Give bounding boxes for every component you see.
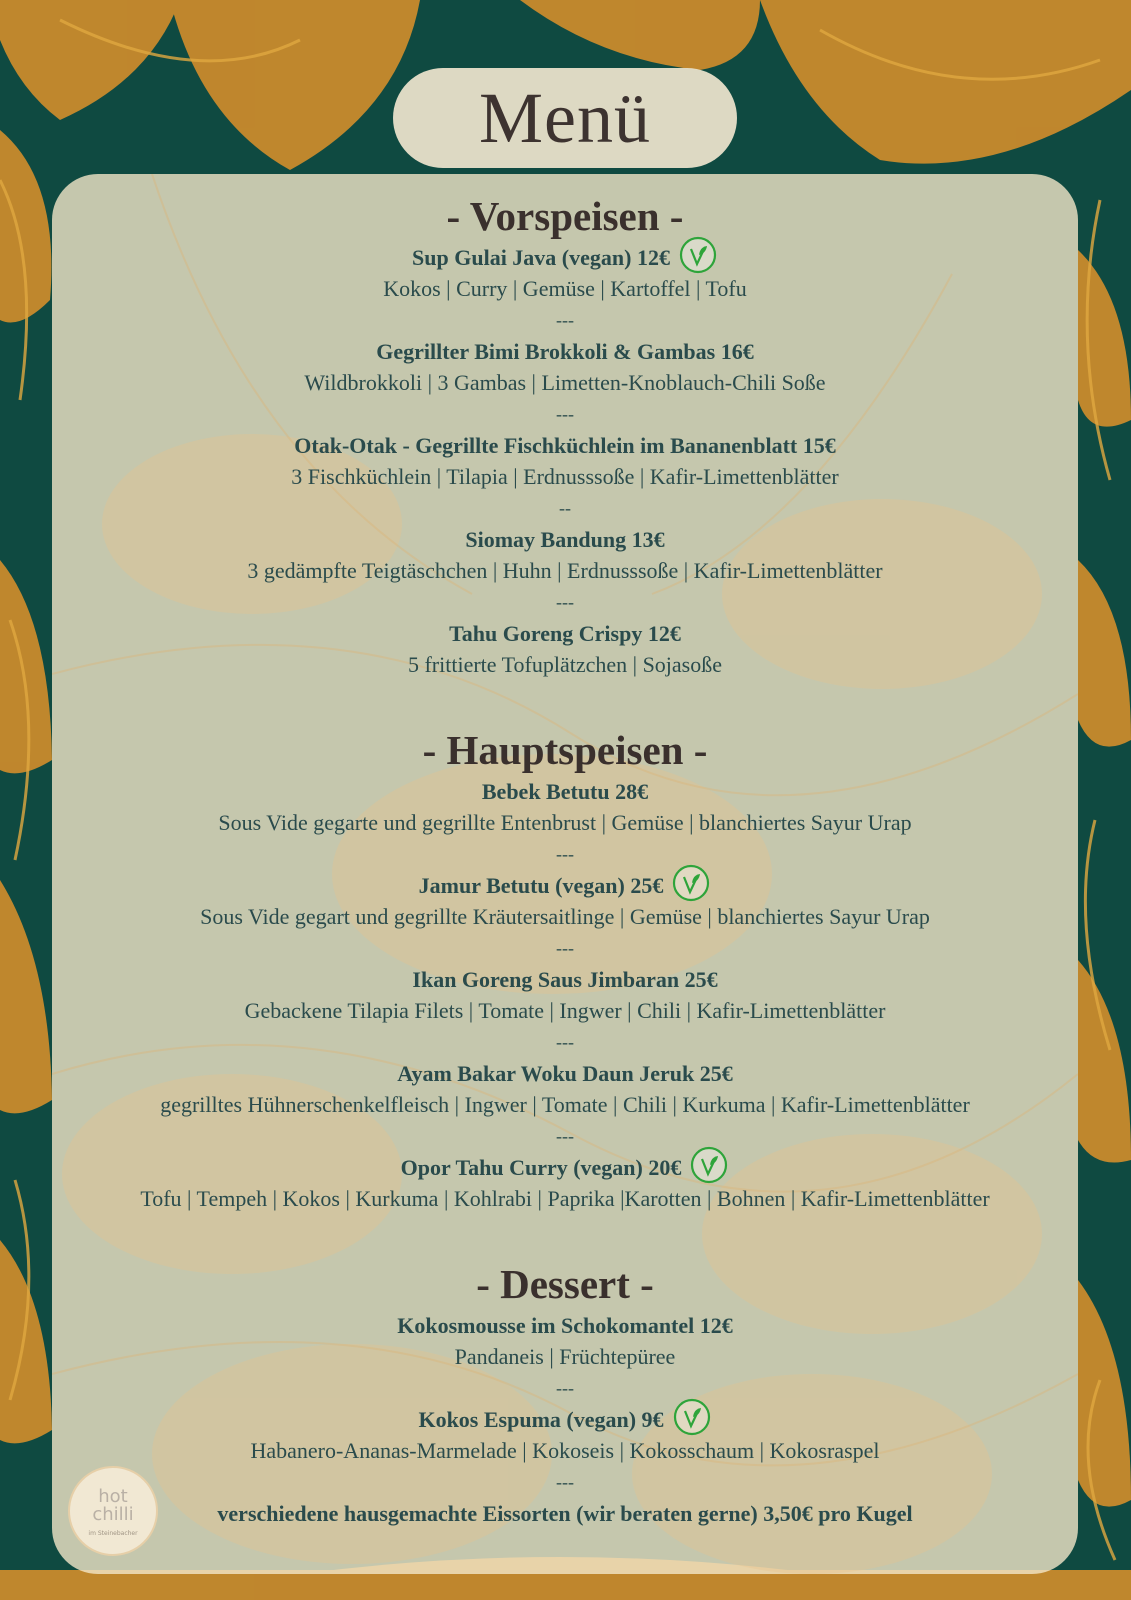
- separator: --: [559, 498, 571, 518]
- item-description: Habanero-Ananas-Marmelade | Kokoseis | Kokosschaum | Kokosraspel: [250, 1438, 880, 1463]
- menu-title: Menü: [479, 77, 651, 158]
- vegan-leaf-icon: [689, 1145, 729, 1185]
- item-name: Ayam Bakar Woku Daun Jeruk 25€: [397, 1061, 733, 1086]
- item-name: Otak-Otak - Gegrillte Fischküchlein im Bananenblatt 15€: [294, 433, 836, 458]
- vegan-leaf-icon: [671, 863, 711, 903]
- separator: ---: [556, 1472, 574, 1492]
- separator: ---: [556, 938, 574, 958]
- separator: ---: [556, 1126, 574, 1146]
- item-name: Gegrillter Bimi Brokkoli & Gambas 16€: [376, 339, 754, 364]
- item-name: Sup Gulai Java (vegan) 12€: [52, 242, 1078, 273]
- item-description: Wildbrokkoli | 3 Gambas | Limetten-Knoblauch-Chili Soße: [304, 370, 826, 395]
- menu-panel: [52, 174, 1078, 1574]
- hot-chilli-logo: [68, 1466, 158, 1556]
- item-name: Kokosmousse im Schokomantel 12€: [397, 1313, 733, 1338]
- item-name: Bebek Betutu 28€: [481, 779, 649, 804]
- item-name: Opor Tahu Curry (vegan) 20€: [52, 1152, 1078, 1183]
- item-description: gegrilltes Hühnerschenkelfleisch | Ingwer | Tomate | Chili | Kurkuma | Kafir-Limettenblätter: [160, 1092, 970, 1117]
- item-description: 3 gedämpfte Teigtäschchen | Huhn | Erdnusssoße | Kafir-Limettenblätter: [247, 558, 883, 583]
- item-name: Tahu Goreng Crispy 12€: [449, 621, 681, 646]
- item-description: Pandaneis | Früchtepüree: [454, 1344, 676, 1369]
- section-dessert: [52, 1258, 1078, 1529]
- item-description: Kokos | Curry | Gemüse | Kartoffel | Tofu: [383, 276, 747, 301]
- separator: ---: [556, 404, 574, 424]
- item-name: Jamur Betutu (vegan) 25€: [52, 870, 1078, 901]
- separator: ---: [556, 844, 574, 864]
- vegan-leaf-icon: [678, 235, 718, 275]
- separator: ---: [556, 1032, 574, 1052]
- item-name: Kokos Espuma (vegan) 9€: [52, 1404, 1078, 1435]
- item-description: Sous Vide gegart und gegrillte Kräutersaitlinge | Gemüse | blanchiertes Sayur Urap: [200, 904, 930, 929]
- item-name: Ikan Goreng Saus Jimbaran 25€: [412, 967, 718, 992]
- separator: ---: [556, 1378, 574, 1398]
- separator: ---: [556, 310, 574, 330]
- section-vorspeisen: [52, 190, 1078, 680]
- logo-line-3: im Steinebacher: [88, 1530, 138, 1537]
- item-description: Gebackene Tilapia Filets | Tomate | Ingwer | Chili | Kafir-Limettenblätter: [244, 998, 886, 1023]
- section-title: - Dessert -: [476, 1261, 654, 1307]
- logo-line-2: chilli: [92, 1504, 134, 1525]
- section-title: - Hauptspeisen -: [422, 727, 708, 773]
- separator: ---: [556, 592, 574, 612]
- item-description: 3 Fischküchlein | Tilapia | Erdnusssoße | Kafir-Limettenblätter: [291, 464, 839, 489]
- item-name: Siomay Bandung 13€: [465, 527, 665, 552]
- item-name: verschiedene hausgemachte Eissorten (wir beraten gerne) 3,50€ pro Kugel: [217, 1501, 913, 1526]
- item-description: Sous Vide gegarte und gegrillte Entenbrust | Gemüse | blanchiertes Sayur Urap: [218, 810, 912, 835]
- menu-title-pill: [393, 68, 737, 168]
- item-description: Tofu | Tempeh | Kokos | Kurkuma | Kohlrabi | Paprika |Karotten | Bohnen | Kafir-Limettenblätter: [140, 1186, 990, 1211]
- section-hauptspeisen: [52, 724, 1078, 1214]
- section-title: - Vorspeisen -: [446, 193, 684, 239]
- menu-content: [52, 174, 1078, 1529]
- item-description: 5 frittierte Tofuplätzchen | Sojasoße: [407, 652, 723, 677]
- logo-line-1: hot: [98, 1486, 128, 1507]
- vegan-leaf-icon: [672, 1397, 712, 1437]
